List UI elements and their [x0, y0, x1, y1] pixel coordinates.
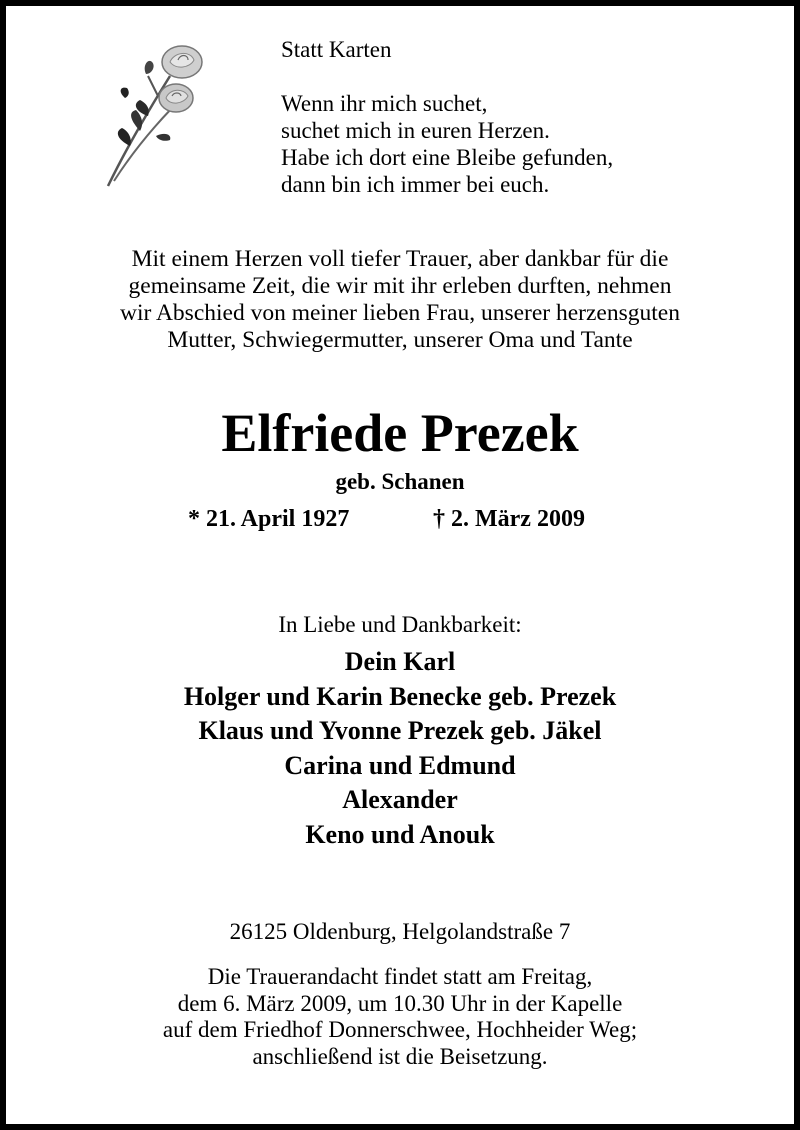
death-date-line [433, 504, 585, 534]
poem-line: Habe ich dort eine Bleibe gefunden, [281, 145, 614, 170]
birth-date: 21. April 1927 [206, 506, 350, 532]
service-info [0, 964, 800, 1070]
poem-block [281, 36, 613, 198]
service-line: auf dem Friedhof Donnerschwee, Hochheider Weg; [162, 1017, 638, 1042]
mourner-name: Alexander [342, 785, 458, 814]
mourner-name: Klaus und Yvonne Prezek geb. Jäkel [198, 716, 602, 745]
deceased-name: Elfriede Prezek [221, 403, 579, 463]
intro-line: Mit einem Herzen voll tiefer Trauer, aber dankbar für die [131, 246, 669, 272]
mourners-list [0, 645, 800, 852]
intro-line: wir Abschied von meiner lieben Frau, unserer herzensguten [120, 300, 680, 326]
service-line: dem 6. März 2009, um 10.30 Uhr in der Kapelle [177, 990, 623, 1016]
mourner-name: Dein Karl [344, 647, 456, 676]
death-date: 2. März 2009 [451, 506, 585, 532]
intro-line: Mutter, Schwiegermutter, unserer Oma und Tante [167, 327, 633, 353]
mourners-heading: In Liebe und Dankbarkeit: [278, 612, 522, 637]
mourner-name: Carina und Edmund [284, 750, 516, 780]
poem-line: suchet mich in euren Herzen. [281, 118, 550, 143]
address: 26125 Oldenburg, Helgolandstraße 7 [229, 919, 571, 944]
birth-star-icon: * [188, 506, 200, 532]
rose-icon [100, 36, 210, 191]
mourner-name: Holger und Karin Benecke geb. Prezek [183, 681, 617, 711]
service-line: Die Trauerandacht findet statt am Freitag, [207, 964, 593, 989]
mourner-name: Keno und Anouk [305, 819, 495, 849]
maiden-name: geb. Schanen [335, 469, 465, 494]
birth-date-line [188, 504, 349, 534]
intro-line: gemeinsame Zeit, die wir mit ihr erleben durften, nehmen [128, 273, 672, 299]
intro-paragraph [0, 246, 800, 354]
poem-line: dann bin ich immer bei euch. [281, 172, 550, 197]
service-line: anschließend ist die Beisetzung. [252, 1043, 548, 1069]
poem-heading: Statt Karten [281, 37, 392, 62]
death-cross-icon: † [433, 506, 445, 532]
poem-line: Wenn ihr mich suchet, [281, 91, 488, 116]
